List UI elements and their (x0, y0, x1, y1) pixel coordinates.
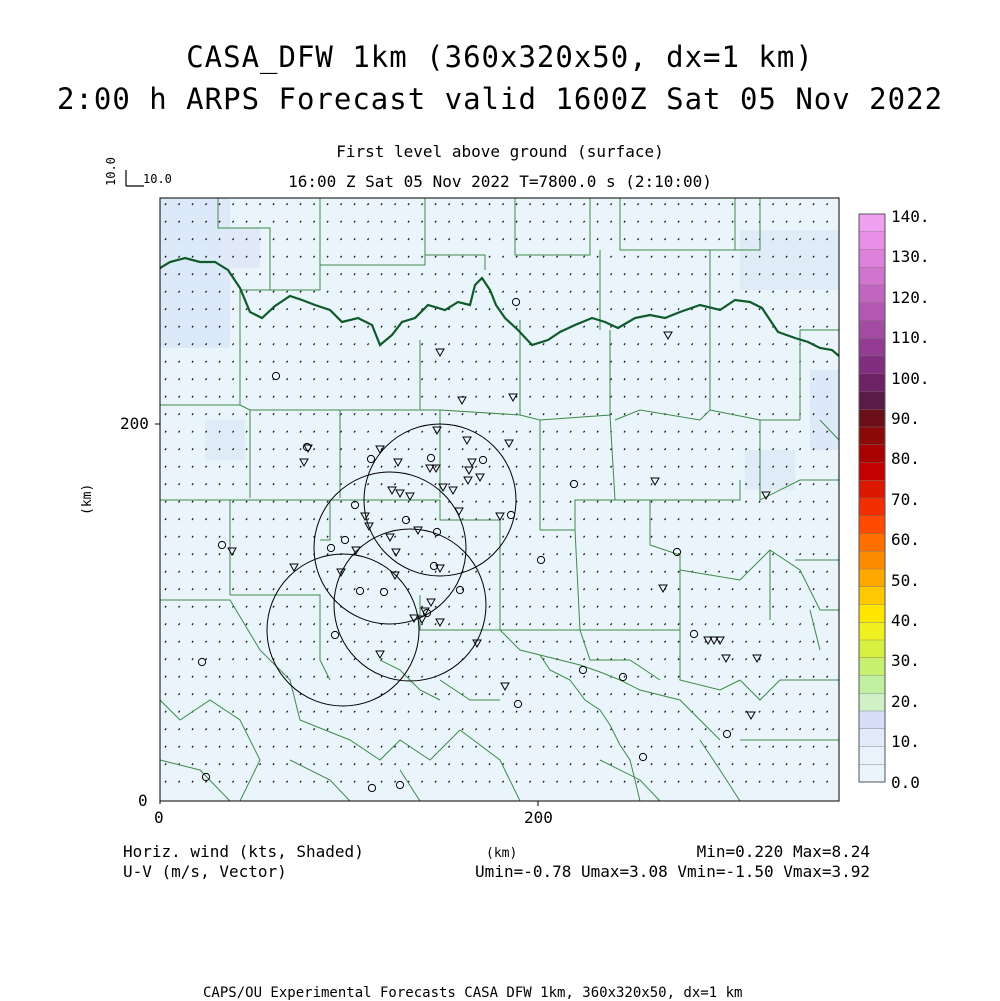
y-axis-label: (km) (80, 483, 95, 515)
x-axis-label: (km) (486, 846, 518, 861)
colorbar-segment (859, 569, 885, 587)
colorbar-label: 140. (891, 207, 930, 226)
colorbar-label: 110. (891, 328, 930, 348)
colorbar-label: 130. (891, 247, 930, 267)
colorbar-segment (859, 587, 885, 605)
time-subtitle: 16:00 Z Sat 05 Nov 2022 T=7800.0 s (2:10:00) (288, 172, 712, 191)
map-title-line1: CASA_DFW 1km (360x320x50, dx=1 km) (186, 40, 814, 74)
colorbar-segment (859, 285, 885, 303)
wind-shade-patch (160, 198, 230, 348)
wind-shade-patch (220, 228, 260, 268)
colorbar-segment (859, 214, 885, 232)
colorbar-label: 90. (891, 409, 920, 428)
colorbar-segment (859, 392, 885, 410)
y-tick-200: 200 (120, 414, 149, 433)
footer-uv-range: Umin=-0.78 Umax=3.08 Vmin=-1.50 Vmax=3.92 (475, 862, 870, 881)
colorbar-segment (859, 321, 885, 339)
colorbar-segment (859, 427, 885, 445)
colorbar-segment (859, 232, 885, 250)
colorbar-segment (859, 409, 885, 427)
colorbar-segment (859, 747, 885, 765)
colorbar-segment (859, 445, 885, 463)
colorbar-segment (859, 622, 885, 640)
colorbar-segment (859, 551, 885, 569)
colorbar (858, 213, 888, 783)
colorbar-segment (859, 764, 885, 782)
colorbar-segment (859, 729, 885, 747)
wind-shade-patch (745, 450, 795, 490)
level-subtitle: First level above ground (surface) (336, 142, 664, 161)
colorbar-segment (859, 640, 885, 658)
map-title-line2: 2:00 h ARPS Forecast valid 1600Z Sat 05 Nov 2022 (56, 82, 944, 116)
colorbar-segment (859, 658, 885, 676)
x-tick-200: 200 (524, 808, 553, 827)
colorbar-label: 50. (891, 570, 920, 590)
colorbar-segment (859, 534, 885, 552)
colorbar-segment (859, 480, 885, 498)
colorbar-label: 40. (891, 611, 920, 630)
colorbar-segment (859, 498, 885, 516)
footer-field-label: Horiz. wind (kts, Shaded) (123, 842, 364, 861)
colorbar-segment (859, 303, 885, 321)
colorbar-segment (859, 516, 885, 534)
colorbar-label: 70. (891, 489, 920, 509)
wind-shade-patch (205, 420, 245, 460)
wind-shade-patch (810, 370, 839, 450)
colorbar-segment (859, 676, 885, 694)
ref-vector-horizontal-label: 10.0 (143, 172, 172, 186)
footer-credit: CAPS/OU Experimental Forecasts CASA DFW 1km, 360x320x50, dx=1 km (203, 985, 743, 1001)
colorbar-segment (859, 250, 885, 268)
colorbar-label: 30. (891, 651, 920, 671)
colorbar-segment (859, 711, 885, 729)
colorbar-label: 20. (891, 691, 920, 711)
colorbar-label: 80. (891, 449, 920, 469)
colorbar-segment (859, 338, 885, 356)
colorbar-segment (859, 374, 885, 392)
colorbar-segment (859, 605, 885, 623)
y-tick-0: 0 (138, 791, 148, 810)
colorbar-label: 0.0 (891, 772, 920, 792)
x-tick-0: 0 (154, 808, 164, 827)
footer-min-max: Min=0.220 Max=8.24 (696, 842, 870, 861)
colorbar-label: 60. (891, 530, 920, 550)
colorbar-label: 10. (891, 732, 920, 752)
footer-vector-label: U-V (m/s, Vector) (123, 862, 287, 881)
colorbar-segment (859, 693, 885, 711)
colorbar-segment (859, 463, 885, 481)
wind-shade-patch (740, 230, 839, 290)
colorbar-label: 120. (891, 287, 930, 307)
ref-vector-vertical-label: 10.0 (104, 157, 118, 186)
colorbar-label: 100. (891, 368, 930, 388)
colorbar-segment (859, 267, 885, 285)
colorbar-segment (859, 356, 885, 374)
